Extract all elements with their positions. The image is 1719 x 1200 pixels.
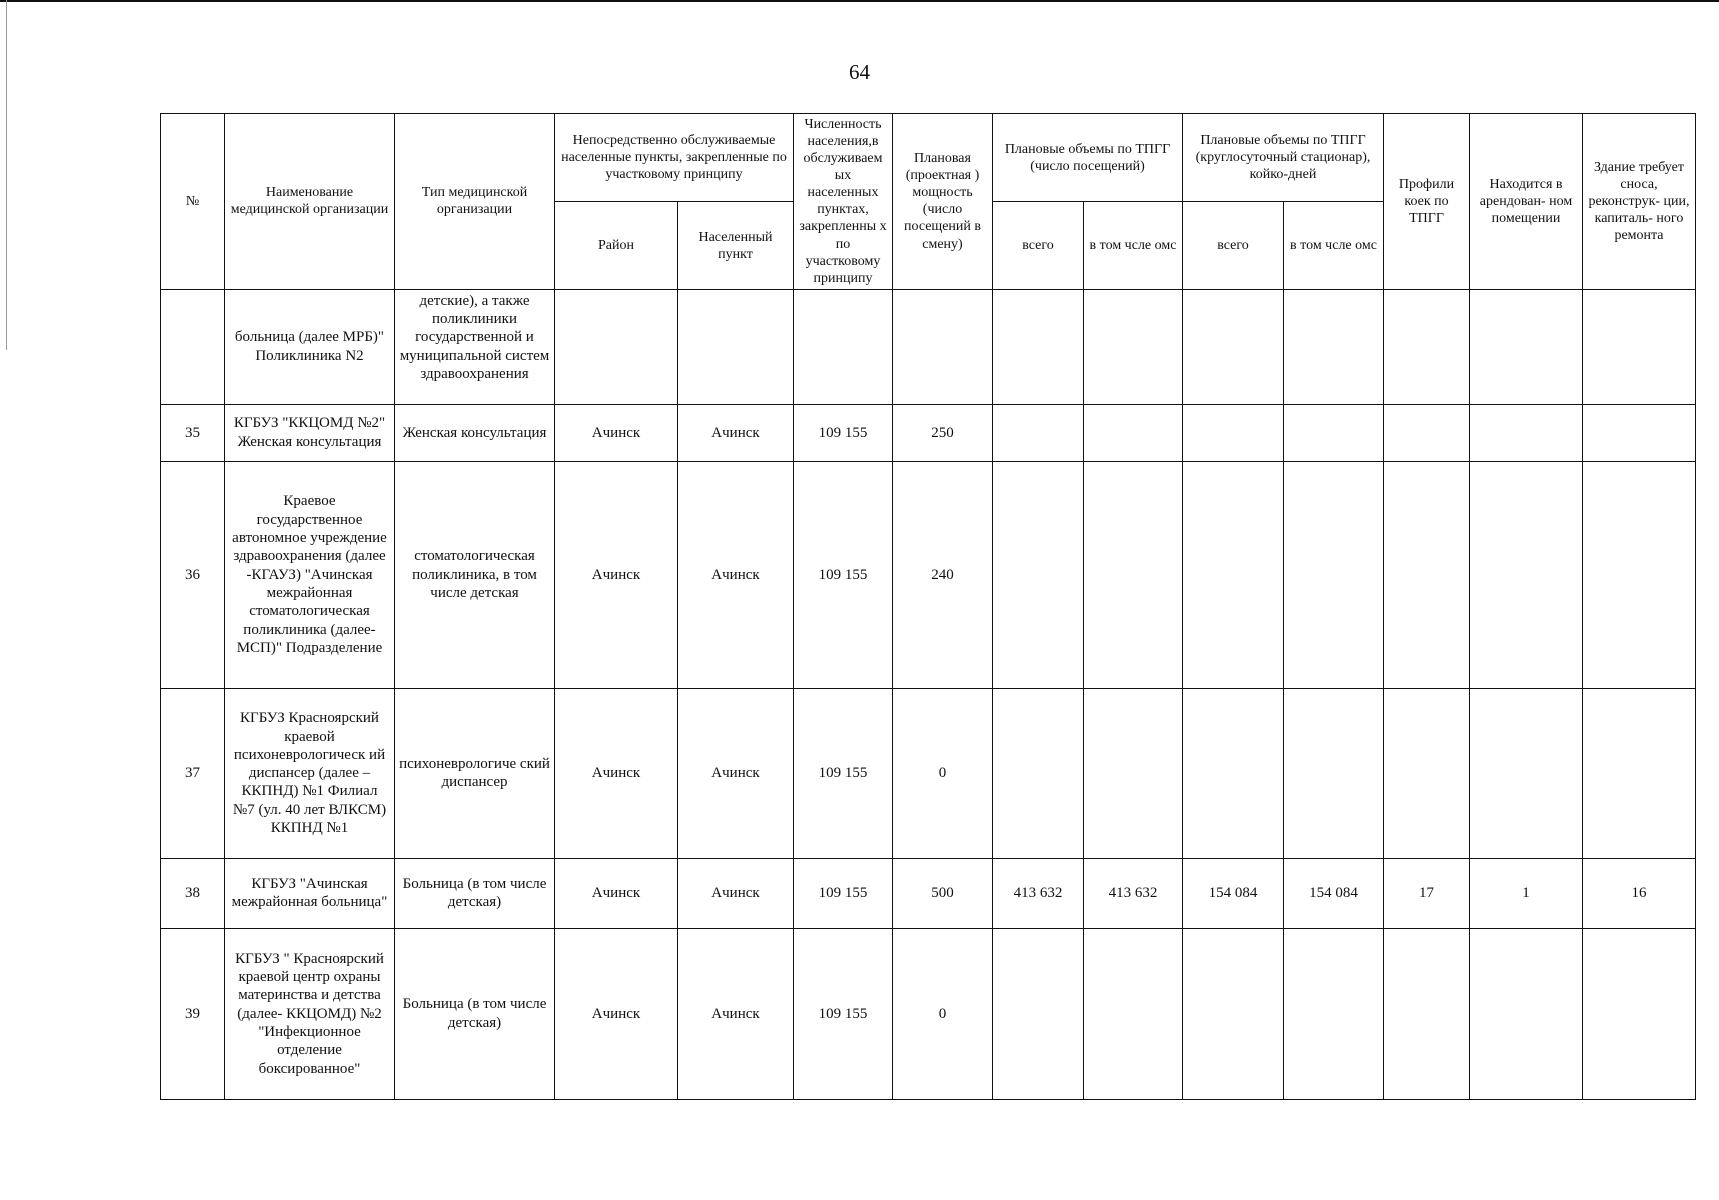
cell-district xyxy=(555,289,678,404)
cell-rented xyxy=(1470,404,1583,461)
cell-locality: Ачинск xyxy=(678,688,794,858)
cell-name: больница (далее МРБ)" Поликлиника N2 xyxy=(225,289,395,404)
cell-visits-total xyxy=(993,404,1084,461)
cell-name: КГБУЗ Красноярский краевой психоневрологическ ий диспансер (далее – ККПНД) №1 Филиал №7 (ул. 40 лет ВЛКСМ) ККПНД №1 xyxy=(225,688,395,858)
cell-no: 35 xyxy=(161,404,225,461)
header-served-group: Непосредственно обслуживаемые населенные пункты, закрепленные по участковому принципу xyxy=(555,114,794,202)
table-row xyxy=(161,461,1696,688)
cell-visits-oms xyxy=(1084,688,1183,858)
cell-visits-oms: 413 632 xyxy=(1084,858,1183,928)
cell-rented xyxy=(1470,289,1583,404)
cell-beds-total xyxy=(1183,289,1284,404)
header-population: Численность населения,в обслуживаем ых населенных пунктах, закрепленны х по участковому принципу xyxy=(794,114,893,290)
cell-capacity: 240 xyxy=(893,461,993,688)
header-visits-group: Плановые объемы по ТПГГ (число посещений) xyxy=(993,114,1183,202)
cell-population: 109 155 xyxy=(794,688,893,858)
cell-district: Ачинск xyxy=(555,461,678,688)
cell-rented xyxy=(1470,461,1583,688)
cell-name: КГБУЗ "ККЦОМД №2" Женская консультация xyxy=(225,404,395,461)
header-district: Район xyxy=(555,202,678,289)
cell-beds-total xyxy=(1183,461,1284,688)
cell-capacity xyxy=(893,289,993,404)
cell-capacity: 500 xyxy=(893,858,993,928)
header-beds-group: Плановые объемы по ТПГГ (круглосуточный стационар), койко-дней xyxy=(1183,114,1384,202)
cell-profiles: 17 xyxy=(1384,858,1470,928)
cell-population xyxy=(794,289,893,404)
cell-population: 109 155 xyxy=(794,858,893,928)
cell-visits-oms xyxy=(1084,928,1183,1099)
cell-locality: Ачинск xyxy=(678,461,794,688)
cell-beds-total xyxy=(1183,928,1284,1099)
cell-repair: 16 xyxy=(1583,858,1696,928)
cell-profiles xyxy=(1384,928,1470,1099)
cell-population: 109 155 xyxy=(794,404,893,461)
cell-visits-total xyxy=(993,289,1084,404)
cell-rented xyxy=(1470,928,1583,1099)
cell-beds-total: 154 084 xyxy=(1183,858,1284,928)
cell-district: Ачинск xyxy=(555,688,678,858)
cell-locality: Ачинск xyxy=(678,858,794,928)
cell-rented: 1 xyxy=(1470,858,1583,928)
cell-beds-oms xyxy=(1284,404,1384,461)
header-rented: Находится в арендован- ном помещении xyxy=(1470,114,1583,290)
cell-name: КГБУЗ "Ачинская межрайонная больница" xyxy=(225,858,395,928)
header-name: Наименование медицинской организации xyxy=(225,114,395,290)
header-visits-oms: в том чсле омс xyxy=(1084,202,1183,289)
cell-type: детские), а также поликлиники государственной и муниципальной систем здравоохранения xyxy=(395,289,555,404)
cell-visits-oms xyxy=(1084,404,1183,461)
header-beds-oms: в том чсле омс xyxy=(1284,202,1384,289)
cell-profiles xyxy=(1384,404,1470,461)
scan-top-edge xyxy=(0,0,1719,2)
cell-profiles xyxy=(1384,688,1470,858)
cell-no: 39 xyxy=(161,928,225,1099)
header-row-1 xyxy=(161,114,1696,202)
cell-capacity: 0 xyxy=(893,688,993,858)
cell-beds-oms: 154 084 xyxy=(1284,858,1384,928)
cell-visits-total: 413 632 xyxy=(993,858,1084,928)
cell-locality xyxy=(678,289,794,404)
cell-beds-total xyxy=(1183,404,1284,461)
cell-name: Краевое государственное автономное учреждение здравоохранения (далее -КГАУЗ) "Ачинская межрайонная стоматологическая поликлиника (далее-МСП)" Подразделение xyxy=(225,461,395,688)
header-repair: Здание требует сноса, реконструк- ции, капиталь- ного ремонта xyxy=(1583,114,1696,290)
header-beds-total: всего xyxy=(1183,202,1284,289)
header-profiles: Профили коек по ТПГГ xyxy=(1384,114,1470,290)
cell-type: Женская консультация xyxy=(395,404,555,461)
scan-left-edge xyxy=(0,0,7,350)
cell-type: психоневрологиче ский диспансер xyxy=(395,688,555,858)
cell-rented xyxy=(1470,688,1583,858)
cell-repair xyxy=(1583,461,1696,688)
cell-visits-oms xyxy=(1084,461,1183,688)
header-visits-total: всего xyxy=(993,202,1084,289)
cell-population: 109 155 xyxy=(794,928,893,1099)
table-row xyxy=(161,688,1696,858)
cell-repair xyxy=(1583,404,1696,461)
cell-name: КГБУЗ " Красноярский краевой центр охраны материнства и детства (далее- ККЦОМД) №2 "Инфекционное отделение боксированное" xyxy=(225,928,395,1099)
cell-no: 36 xyxy=(161,461,225,688)
cell-type: Больница (в том числе детская) xyxy=(395,858,555,928)
cell-no xyxy=(161,289,225,404)
cell-no: 38 xyxy=(161,858,225,928)
cell-capacity: 250 xyxy=(893,404,993,461)
cell-district: Ачинск xyxy=(555,404,678,461)
cell-population: 109 155 xyxy=(794,461,893,688)
cell-visits-total xyxy=(993,928,1084,1099)
cell-repair xyxy=(1583,928,1696,1099)
cell-no: 37 xyxy=(161,688,225,858)
table-row xyxy=(161,289,1696,404)
cell-profiles xyxy=(1384,289,1470,404)
cell-beds-oms xyxy=(1284,688,1384,858)
table-row xyxy=(161,858,1696,928)
cell-type: Больница (в том числе детская) xyxy=(395,928,555,1099)
cell-type: стоматологическая поликлиника, в том числе детская xyxy=(395,461,555,688)
cell-district: Ачинск xyxy=(555,928,678,1099)
cell-beds-total xyxy=(1183,688,1284,858)
cell-capacity: 0 xyxy=(893,928,993,1099)
cell-repair xyxy=(1583,289,1696,404)
cell-repair xyxy=(1583,688,1696,858)
header-locality: Населенный пункт xyxy=(678,202,794,289)
table-row xyxy=(161,404,1696,461)
table-row xyxy=(161,928,1696,1099)
cell-district: Ачинск xyxy=(555,858,678,928)
cell-locality: Ачинск xyxy=(678,928,794,1099)
cell-beds-oms xyxy=(1284,461,1384,688)
cell-beds-oms xyxy=(1284,928,1384,1099)
page-number: 64 xyxy=(849,60,870,84)
cell-locality: Ачинск xyxy=(678,404,794,461)
medical-organizations-table xyxy=(160,113,1696,1100)
cell-visits-oms xyxy=(1084,289,1183,404)
cell-profiles xyxy=(1384,461,1470,688)
cell-beds-oms xyxy=(1284,289,1384,404)
header-capacity: Плановая (проектная ) мощность (число посещений в смену) xyxy=(893,114,993,290)
header-type: Тип медицинской организации xyxy=(395,114,555,290)
header-no: № xyxy=(161,114,225,290)
cell-visits-total xyxy=(993,688,1084,858)
cell-visits-total xyxy=(993,461,1084,688)
